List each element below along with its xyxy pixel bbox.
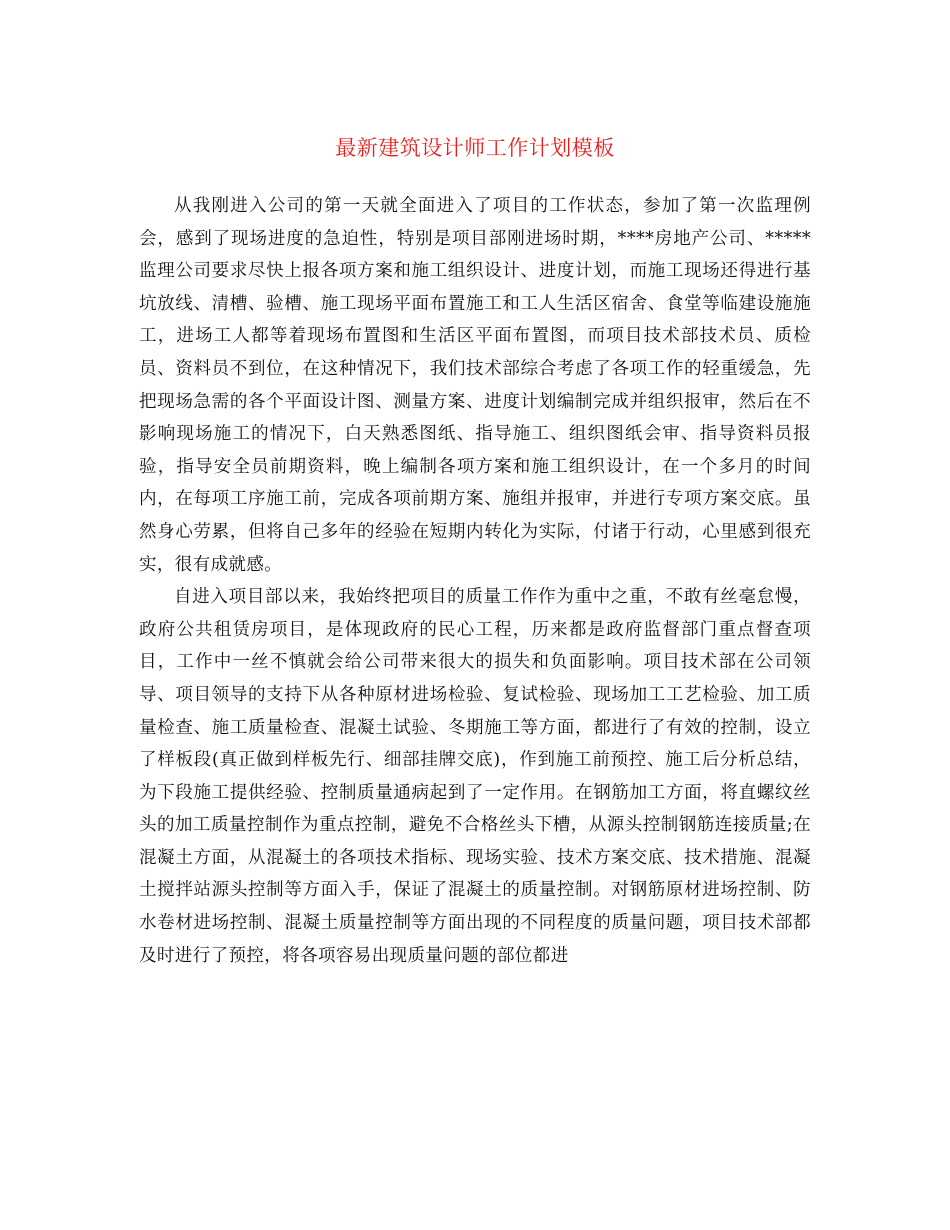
- document-body: [139, 190, 811, 972]
- paragraph-1: 从我刚进入公司的第一天就全面进入了项目的工作状态，参加了第一次监理例会，感到了现场进度的急迫性，特别是项目部刚进场时期，****房地产公司、*****监理公司要求尽快上报各项方案和施工组织设计、进度计划，而施工现场还得进行基坑放线、清槽、验槽、施工现场平面布置施工和工人生活区宿舍、食堂等临建设施施工，进场工人都等着现场布置图和生活区平面布置图，而项目技术部技术员、质检员、资料员不到位，在这种情况下，我们技术部综合考虑了各项工作的轻重缓急，先把现场急需的各个平面设计图、测量方案、进度计划编制完成并组织报审，然后在不影响现场施工的情况下，白天熟悉图纸、指导施工、组织图纸会审、指导资料员报验，指导安全员前期资料，晚上编制各项方案和施工组织设计，在一个多月的时间内，在每项工序施工前，完成各项前期方案、施组并报审，并进行专项方案交底。虽然身心劳累，但将自己多年的经验在短期内转化为实际，付诸于行动，心里感到很充实，很有成就感。: [139, 196, 811, 575]
- document-title: 最新建筑设计师工作计划模板: [335, 136, 615, 160]
- paragraph-2: 自进入项目部以来，我始终把项目的质量工作作为重中之重，不敢有丝毫怠慢，政府公共租赁房项目，是体现政府的民心工程，历来都是政府监督部门重点督查项目，工作中一丝不慎就会给公司带来很大的损失和负面影响。项目技术部在公司领导、项目领导的支持下从各种原材进场检验、复试检验、现场加工工艺检验、加工质量检查、施工质量检查、混凝土试验、冬期施工等方面，都进行了有效的控制，设立了样板段(真正做到样板先行、细部挂牌交底)，作到施工前预控、施工后分析总结，为下段施工提供经验、控制质量通病起到了一定作用。在钢筋加工方面，将直螺纹丝头的加工质量控制作为重点控制，避免不合格丝头下槽，从源头控制钢筋连接质量;在混凝土方面，从混凝土的各项技术指标、现场实验、技术方案交底、技术措施、混凝土搅拌站源头控制等方面入手，保证了混凝土的质量控制。对钢筋原材进场控制、防水卷材进场控制、混凝土质量控制等方面出现的不同程度的质量问题，项目技术部都及时进行了预控，将各项容易出现质量问题的部位都进: [139, 587, 811, 966]
